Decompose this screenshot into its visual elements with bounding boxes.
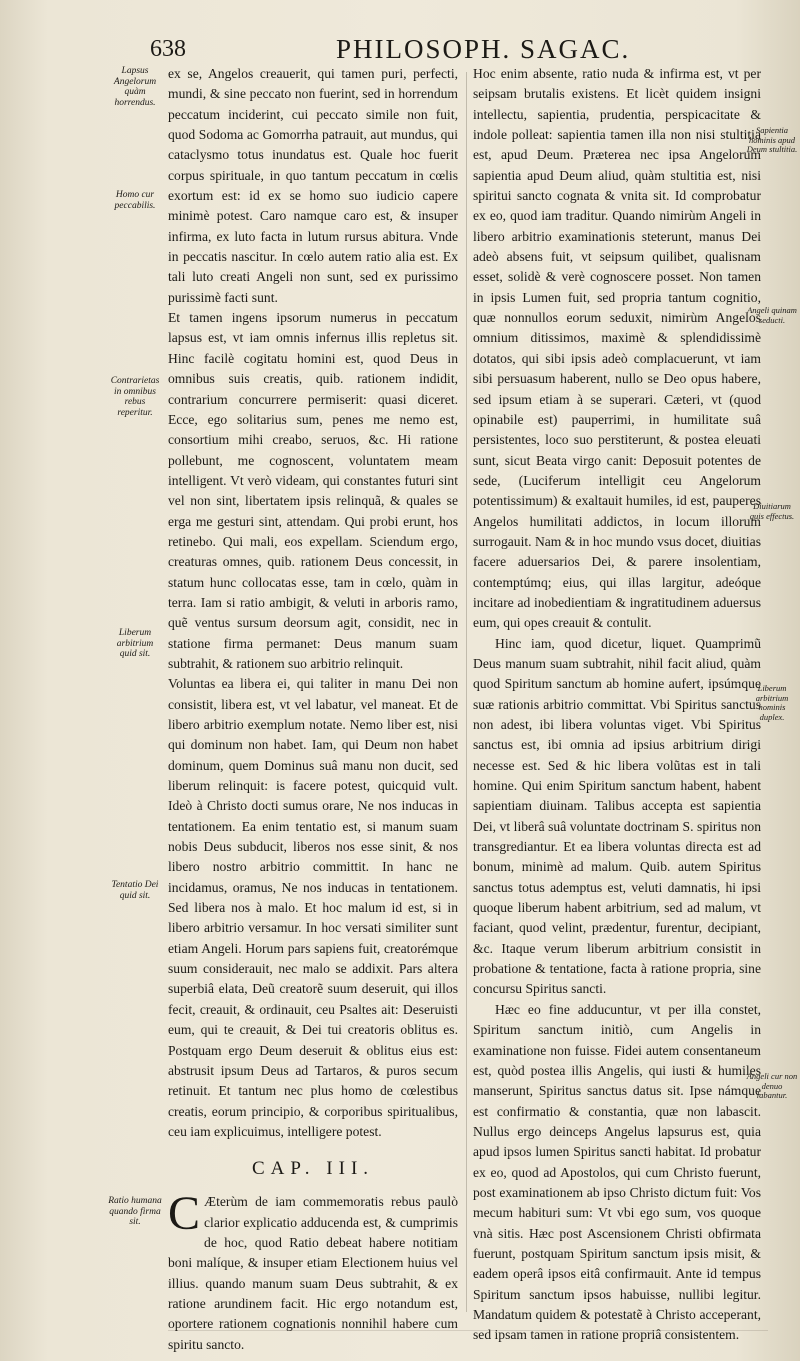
margin-note: Liberum arbitrium quid sit. bbox=[116, 628, 154, 659]
margin-note: Angeli cur non denuo labantur. bbox=[746, 1071, 798, 1100]
margin-note: Homo cur peccabilis. bbox=[114, 190, 156, 211]
paragraph: Hinc iam, quod dicetur, liquet. Quamprimũ Deus manum suam subtrahit, nihil facit aliud, quàm quod Spiritum sanctum ab homine aufert, ipsúmque suæ rationis arbitrio committat. Vbi Spiritus sanctus non adest, ibi libera voluntas viget. Vbi Spiritus sanctus est, ibi omnia ad ipsius arbitrium dirigi necesse est. Sed & hic libera volũtas est in tali homine. Qui enim Spiritum sanctum habent, habent sapientiam diuinam. Talibus accepta est sapientia Dei, vt liberâ suâ voluntate doctrinam S. spiritus non transgrediantur. Et ea libera voluntas directa est ad bonum, minimè ad malum. Quib. autem Spiritus sanctus totus ademptus est, veluti damnatis, hi ipsi quoque liberum habent arbitrium, sed ad malum, vt faciant, quod velint, prædentur, furentur, decipiant, &c. Itaque verum liberum arbitrium consistit in probatione & tentatione, facta à ratione propria, sine concursu Spiritus sancti. bbox=[473, 635, 761, 997]
running-title: PHILOSOPH. SAGAC. bbox=[336, 34, 631, 64]
paragraph: ex se, Angelos creauerit, qui tamen puri, perfecti, mundi, & sine peccato non fuerint, sed in horrendum peccatum inciderint, cui peccato simile non fuit, quod Sodoma ac Gomorrha patrauit, aut mundus, qui cataclysmo totus inundatus est. Quale hoc fuerit corpus spirituale, in quo tantum peccatum in cœlis exortum est: id ex se homo suo iudicio capere minimè potest. Caro namque caro est, & insuper infirma, ex luto facta in lutum rursus abitura. Vnde in peccatis nascitur. In cœlo autem ratio alia est. Ex tali luto creati Angeli non sunt, sed ex purissimo purissimè facti sunt. bbox=[168, 66, 458, 305]
paragraph: Hæc eo fine adducuntur, vt per illa constet, Spiritum sanctum initiò, cum Angelis in examinatione non fuisse. Fidei autem consentaneum est, quòd postea illis Angelis, qui iusti & humiles manserunt, Spiritus sanctus datus sit. Ipse námque est confirmatio & constantia, quæ non labascit. Nullus ergo deinceps Angelus lapsurus est, quia apud ipsos lumen Spiritus sancti habitat. Id probatur ex eo, quod ad Apostolos, qui cum Christo fuerunt, post examinationem ab ipso Christo dictum fuit: Vos mecum habituri sum: Vt vbi ego sum, vos quoque vnà sitis. Hæc post Ascensionem Christi obfirmata fuerunt, postquam Spiritum sanctum ipsis misit, & eadem operâ ipsos eitâ confirmauit. Ante id tempus Spiritum sanctum ipsos habuisse, nullibi legitur. Mandatum quidem & potestatẽ à Christo acceperant, sed ipsam tamen in ratione propriâ consistentem. bbox=[473, 1001, 761, 1343]
margin-note: Tentatio Dei quid sit. bbox=[111, 880, 159, 901]
page-number: 638 bbox=[150, 36, 186, 62]
paragraph: Hoc enim absente, ratio nuda & infirma est, vt per seipsam brutalis existens. Et licèt quidem insigni intellectu, sapientia, prudentia, perspicacitate & indole polleat: sapientia tamen illa non nisi stultitia est, apud Deum. Præterea nec ipsa Angelorum sapientia apud Deum aliud, quàm stultitia est, nisi spiritui sancto cognata & vnita sit. Id comprobatur ex eo, quod iam traditur. Quando nimirùm Angeli in libero arbitrio examinationis steterunt, manus Dei adeò absens fuit, vt seipsum quilibet, qualisnam esset, solidè & verè cognoscere posset. Non tamen in ipsis Lumen fuit, sed propria tantum cognitio, quæ nonnullos eorum seduxit, nimirùm Angelos omnium ditissimos, maximè & splendidissimè dotatos, qui sibi ipsis adeò complacuerunt, vt iam sibi persuasum haberent, nullo se Deo opus habere, sed ipsum etiam à se superari. Cæteri, vt (quod opinabile est) pauperrimi, in humilitate suâ persistentes, loco suo perstiterunt, & postea eleuati sunt, sicut Beata virgo canit: Deposuit potentes de sede, (Luciferum intelligit ceu Angelorum potentissimum) & exaltauit humiles, id est, pauperes Angelos humilitati addictos, in locum illorum surrogauit. Nam & in hoc mundo vsus docet, diuitias facere aduersarios Dei, & parere insolentiam, contemptúmq; eius, qui illas largitur, adeóque incitare ad inobedientiam & ingratitudinem aduersus eum, qui opes creauit & contulit. bbox=[473, 66, 761, 631]
page-bottom-edge bbox=[168, 1330, 768, 1331]
page-header bbox=[120, 34, 680, 64]
right-column bbox=[473, 64, 761, 1346]
margin-note: Lapsus Angelorum quàm horrendus. bbox=[113, 66, 157, 108]
drop-cap: C bbox=[168, 1187, 201, 1241]
margin-note: Sapientia hominis apud Deum stultitia. bbox=[746, 125, 798, 154]
left-column bbox=[168, 64, 458, 1355]
paragraph: Et tamen ingens ipsorum numerus in peccatum lapsus est, vt iam omnis infernus illis repletus sit. Hinc facilè cogitatu homini est, quod Deus in omnibus suis creatis, quib. rationem indidit, contrarium concurrere permiserit: quasi diceret. Ecce, ego solitarius sum, penes me nemo est, consortium mihi creabo, seruos, &c. Hi ratione pollebunt, me cognoscent, voluntatem meam intelligent. Vt verò videam, qui constantes futuri sint vel non sint, libertatem ipsis relinquã, & quales se erga me gesturi sint, attendam. Qui probi erunt, hos retinebo. Qui mali, eos expellam. Sciendum ergo, creaturas omnes, quib. rationem Deus concessit, in statum hunc collocatas esse, tam in cœlo, quàm in terra. Iam si ratio ambigit, & veluti in arboris ramo, quẽ ventus sursum deorsum agit, considit, nec in statione firma permanet: Deus manum suam subtrahit, & rationem suo arbitrio relinquit. bbox=[168, 310, 458, 671]
chapter-text: Æterùm de iam commemoratis rebus paulò clarior explicatio adducenda est, & cumprimis de hoc, quod Ratio debeat habere notitiam boni malíque, & insuper etiam Electionem huius vel illius. quando manum suam Deus subtrahit, & ex ratione arundinem facit. Hic ergo notandum est, oportere rationem cognationis nonnihil habere cum spiritu sancto. bbox=[168, 1194, 458, 1352]
chapter-heading: CAP. III. bbox=[251, 1158, 375, 1180]
margin-note: Angeli quinam seducti. bbox=[747, 305, 797, 325]
column-divider bbox=[466, 72, 467, 1312]
margin-note: Contrarietas in omnibus rebus reperitur. bbox=[110, 376, 160, 418]
paragraph: Voluntas ea libera ei, qui taliter in manu Dei non consistit, libera est, vt vel labatur, vel maneat. Et de libero arbitrio exemplum notate. Nemo liber est, nisi qui dominum non habet. Iam, qui Deum non habet dominum, quem Dominus suâ manu non ducit, sed liberum relinquit: is facere potest, quicquid vult. Ideò à Christo docti sumus orare, Ne nos inducas in tentationem. Ea enim tentatio est, si manum suam nobis Deus subducit, liberos nos esse sinit, & nos libero nostro arbitrio committit. In hanc ne incidamus, oramus, Ne nos inducas in tentationem. Sed libera nos à malo. Et hoc malum id est, si in libero arbitrio versamur. In hoc versati similiter sunt etiam Angeli. Horum pars sapiens fuit, creatorémque suum considerauit, nec malo se addixit. Pars altera superbiâ elata, Deũ creatorẽ suum deseruit, qui illos fecit, creauit, & ordinauit, ceu Psaltes ait: Deseruisti eum, qui te creauit, & Dei tui creatoris oblitus es. Postquam ergo Deum deseruit & oblitus eius est: abstrusit ipsum Deus ad Tartaros, & puros secum retinuit. Et tantum nec plus homo de cœlestibus creatis, eorum principio, & corporibus spiritualibus, ceu iam explicuimus, intelligere potest. bbox=[168, 676, 458, 1139]
margin-note: Liberum arbitrium hominis duplex. bbox=[755, 683, 789, 722]
margin-note: Ratio humana quando firma sit. bbox=[108, 1196, 162, 1227]
margin-note: Diuitiarum quis effectus. bbox=[749, 501, 795, 521]
